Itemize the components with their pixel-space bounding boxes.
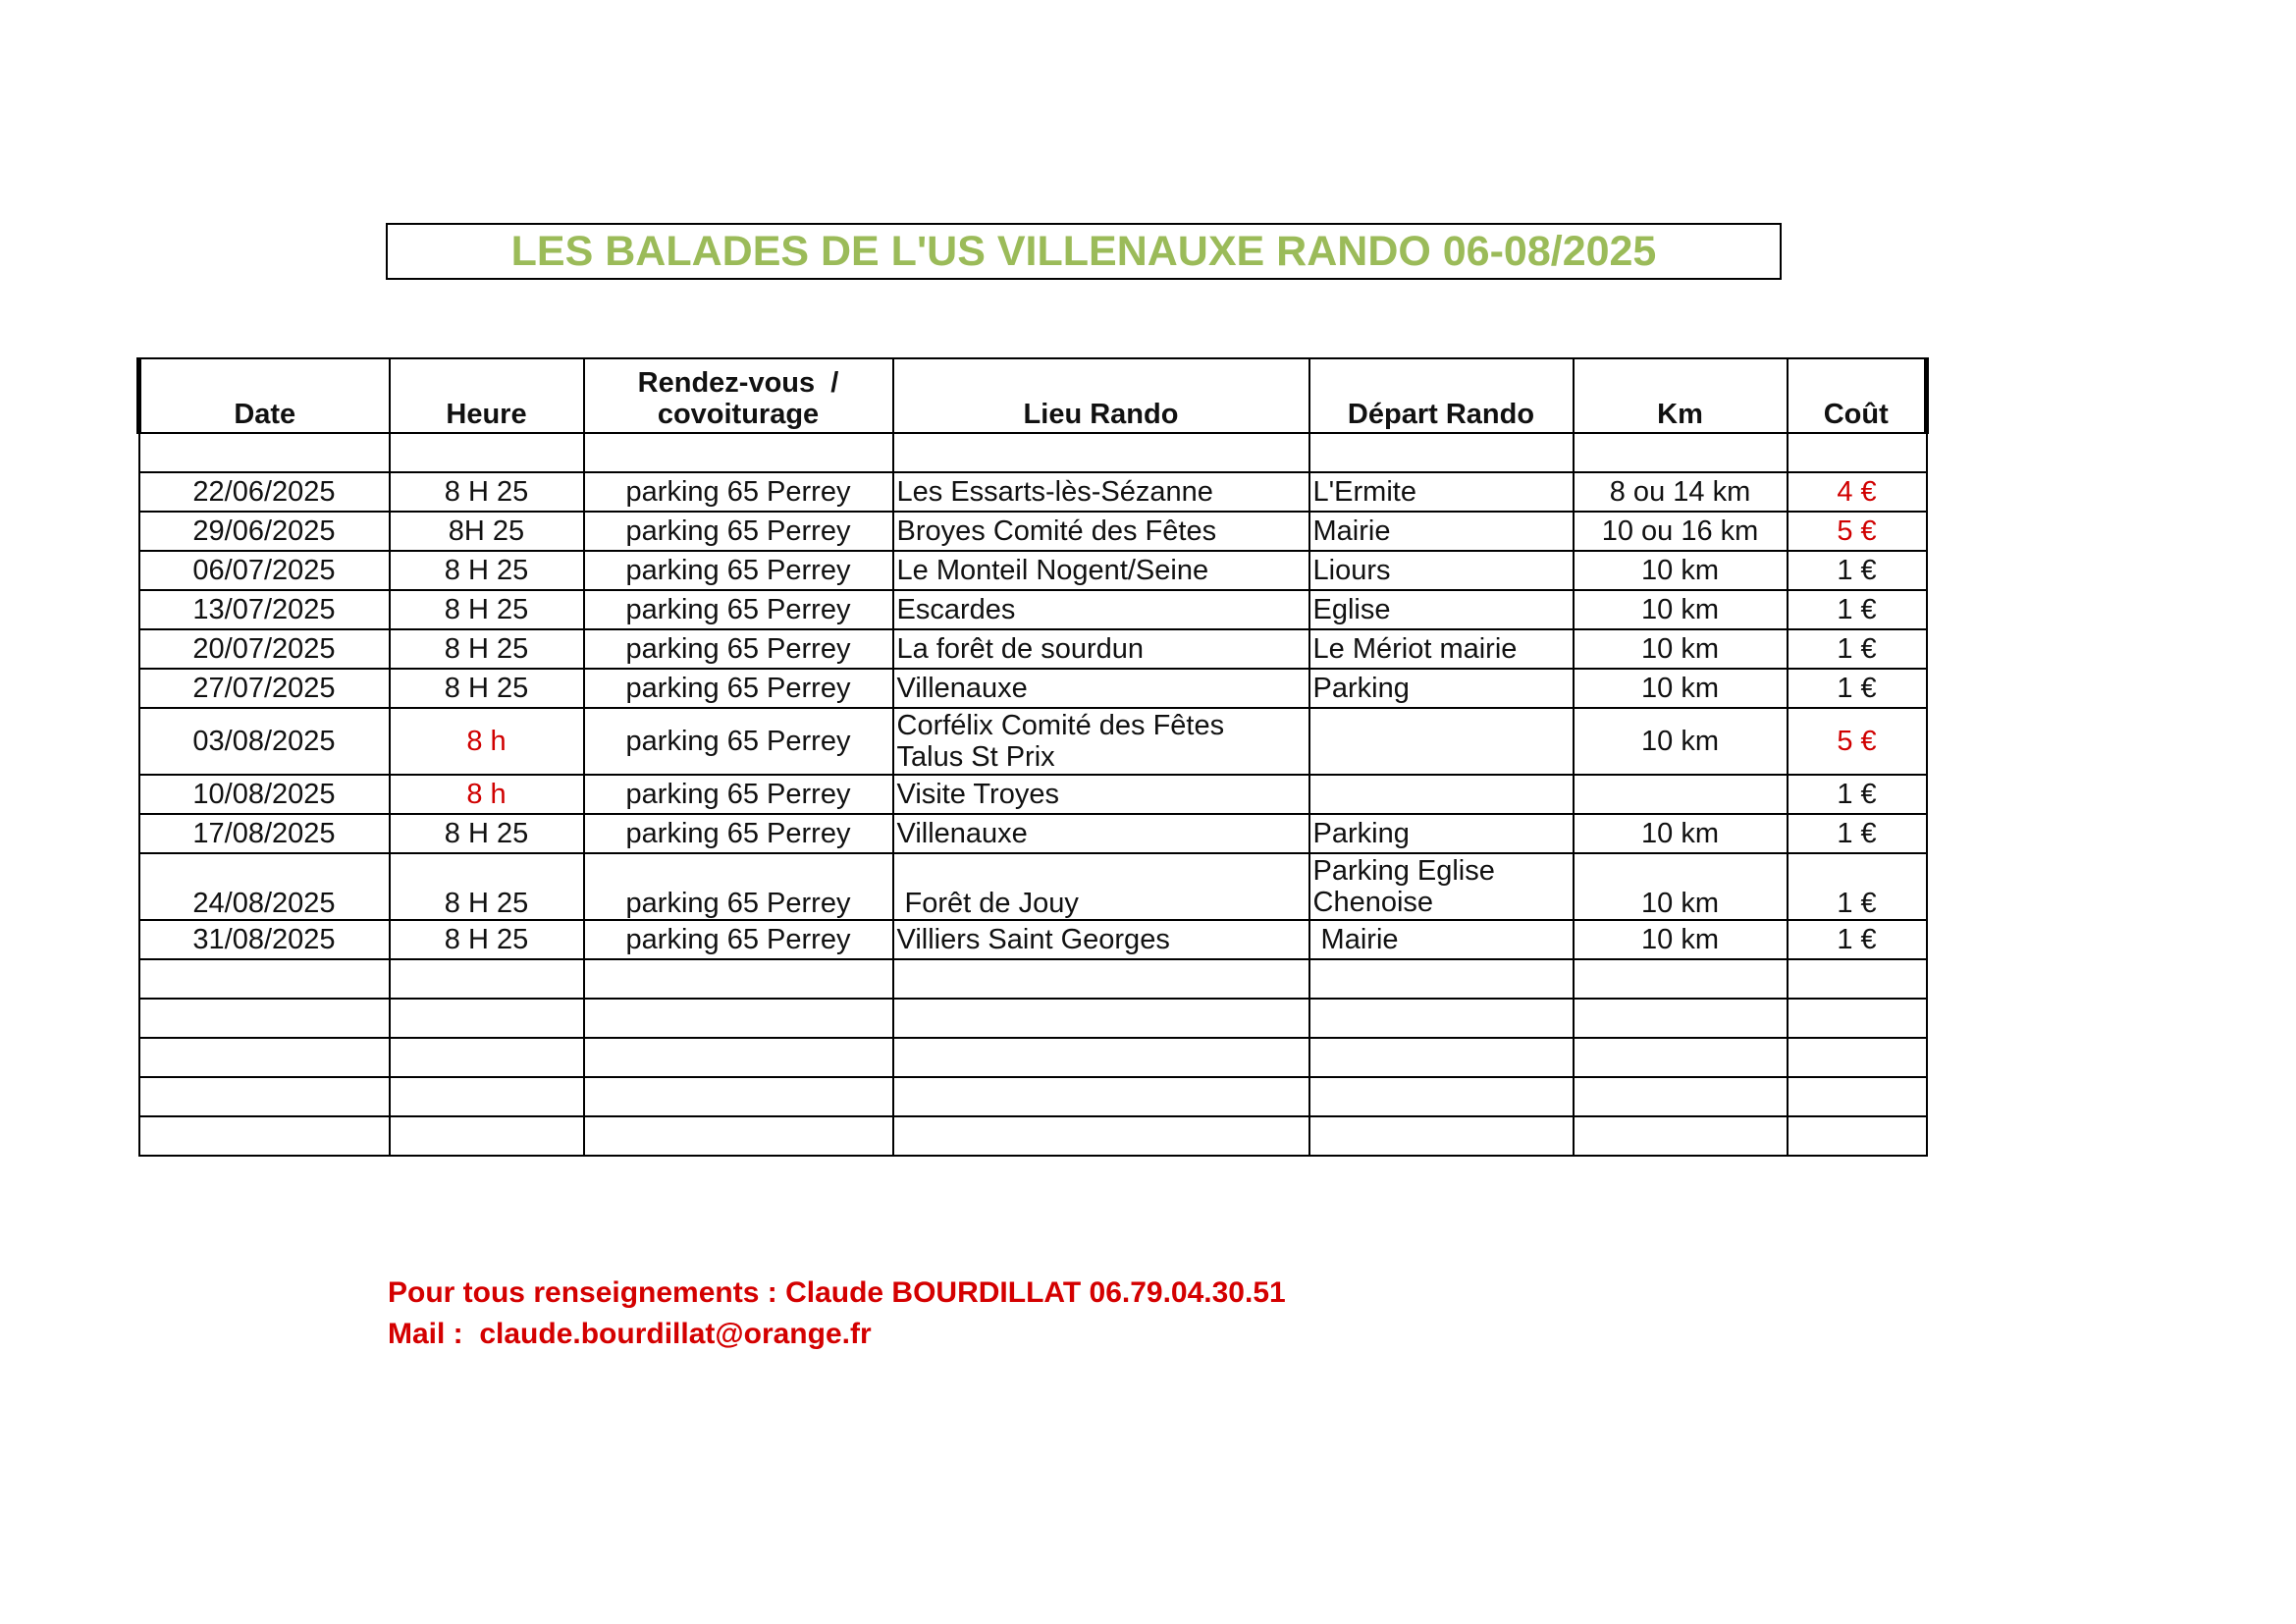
- cell-depart: [1309, 775, 1574, 814]
- header-km: Km: [1574, 358, 1788, 433]
- empty-cell: [390, 999, 584, 1038]
- table-row: [139, 590, 1927, 629]
- cell-km: 10 km: [1574, 590, 1788, 629]
- cell-depart-line2: Chenoise: [1312, 887, 1434, 918]
- empty-cell: [1788, 433, 1927, 472]
- header-heure: Heure: [390, 358, 584, 433]
- cell-date: 20/07/2025: [139, 629, 390, 669]
- empty-cell: [1574, 1077, 1788, 1116]
- cell-cout: 1 €: [1788, 814, 1927, 853]
- empty-row: [139, 1116, 1927, 1156]
- empty-cell: [893, 1077, 1309, 1116]
- table-row: [139, 629, 1927, 669]
- empty-cell: [139, 1038, 390, 1077]
- cell-rdv: parking 65 Perrey: [584, 472, 893, 512]
- cell-cout: 1 €: [1788, 629, 1927, 669]
- contact-phone: Pour tous renseignements : Claude BOURDILLAT 06.79.04.30.51: [388, 1276, 1286, 1309]
- empty-cell: [139, 433, 390, 472]
- empty-row: [139, 1077, 1927, 1116]
- header-rendez-vous: [584, 358, 893, 433]
- cell-date: 06/07/2025: [139, 551, 390, 590]
- empty-cell: [893, 959, 1309, 999]
- cell-lieu: La forêt de sourdun: [893, 629, 1309, 669]
- cell-cout: 1 €: [1788, 590, 1927, 629]
- empty-row: [139, 1038, 1927, 1077]
- table-row: [139, 920, 1927, 959]
- cell-km: [1574, 775, 1788, 814]
- cell-rdv: parking 65 Perrey: [584, 551, 893, 590]
- cell-depart: Liours: [1309, 551, 1574, 590]
- cell-date: 29/06/2025: [139, 512, 390, 551]
- cell-km: 10 km: [1574, 853, 1788, 920]
- empty-cell: [1309, 433, 1574, 472]
- cell-date: 03/08/2025: [139, 708, 390, 775]
- cell-depart-line1: Parking Eglise: [1312, 855, 1495, 887]
- empty-cell: [1788, 1038, 1927, 1077]
- cell-lieu: Le Monteil Nogent/Seine: [893, 551, 1309, 590]
- empty-cell: [390, 1077, 584, 1116]
- empty-cell: [1309, 1077, 1574, 1116]
- table-row: [139, 814, 1927, 853]
- cell-cout: 5 €: [1788, 708, 1927, 775]
- cell-lieu: [893, 708, 1309, 775]
- cell-heure: 8 h: [390, 708, 584, 775]
- cell-heure: 8 H 25: [390, 590, 584, 629]
- empty-cell: [1309, 999, 1574, 1038]
- empty-cell: [1574, 1116, 1788, 1156]
- empty-cell: [1574, 999, 1788, 1038]
- empty-cell: [893, 999, 1309, 1038]
- empty-cell: [893, 1116, 1309, 1156]
- cell-lieu: Villenauxe: [893, 669, 1309, 708]
- cell-depart: Mairie: [1309, 920, 1574, 959]
- empty-cell: [1309, 1116, 1574, 1156]
- cell-depart: L'Ermite: [1309, 472, 1574, 512]
- empty-cell: [584, 1116, 893, 1156]
- cell-lieu-line1: Corfélix Comité des Fêtes: [896, 710, 1225, 741]
- cell-depart: Eglise: [1309, 590, 1574, 629]
- cell-heure: 8 H 25: [390, 814, 584, 853]
- cell-lieu: Forêt de Jouy: [893, 853, 1309, 920]
- empty-cell: [390, 1116, 584, 1156]
- cell-rdv: parking 65 Perrey: [584, 853, 893, 920]
- table-row: [139, 853, 1927, 920]
- cell-heure: 8 H 25: [390, 472, 584, 512]
- empty-cell: [584, 433, 893, 472]
- empty-cell: [584, 1038, 893, 1077]
- cell-heure: 8 H 25: [390, 551, 584, 590]
- header-row: [139, 358, 1927, 433]
- contact-mail: Mail : claude.bourdillat@orange.fr: [388, 1318, 872, 1350]
- cell-date: 10/08/2025: [139, 775, 390, 814]
- empty-cell: [1309, 959, 1574, 999]
- table-row: [139, 512, 1927, 551]
- cell-heure: 8 H 25: [390, 669, 584, 708]
- cell-lieu: Visite Troyes: [893, 775, 1309, 814]
- cell-cout: 4 €: [1788, 472, 1927, 512]
- empty-cell: [584, 999, 893, 1038]
- table-row: [139, 551, 1927, 590]
- empty-cell: [139, 959, 390, 999]
- header-rdv-line2: covoiturage: [657, 399, 820, 430]
- cell-cout: 1 €: [1788, 551, 1927, 590]
- cell-lieu: Villiers Saint Georges: [893, 920, 1309, 959]
- cell-km: 8 ou 14 km: [1574, 472, 1788, 512]
- empty-cell: [139, 1116, 390, 1156]
- cell-lieu: Villenauxe: [893, 814, 1309, 853]
- empty-cell: [893, 433, 1309, 472]
- cell-date: 22/06/2025: [139, 472, 390, 512]
- empty-cell: [584, 959, 893, 999]
- empty-cell: [390, 1038, 584, 1077]
- cell-km: 10 km: [1574, 708, 1788, 775]
- empty-cell: [390, 959, 584, 999]
- cell-depart: Parking: [1309, 669, 1574, 708]
- cell-date: 31/08/2025: [139, 920, 390, 959]
- empty-cell: [1788, 959, 1927, 999]
- cell-rdv: parking 65 Perrey: [584, 669, 893, 708]
- cell-lieu: Les Essarts-lès-Sézanne: [893, 472, 1309, 512]
- cell-km: 10 km: [1574, 920, 1788, 959]
- cell-cout: 1 €: [1788, 775, 1927, 814]
- cell-km: 10 km: [1574, 629, 1788, 669]
- header-rdv-line1: Rendez-vous /: [637, 367, 839, 399]
- cell-rdv: parking 65 Perrey: [584, 775, 893, 814]
- table-row: [139, 775, 1927, 814]
- cell-km: 10 km: [1574, 669, 1788, 708]
- empty-cell: [584, 1077, 893, 1116]
- empty-cell: [139, 1077, 390, 1116]
- cell-rdv: parking 65 Perrey: [584, 814, 893, 853]
- table-row: [139, 669, 1927, 708]
- header-date: Date: [139, 358, 390, 433]
- empty-row: [139, 959, 1927, 999]
- empty-cell: [1574, 959, 1788, 999]
- cell-date: 17/08/2025: [139, 814, 390, 853]
- cell-depart: [1309, 708, 1574, 775]
- empty-cell: [1788, 1116, 1927, 1156]
- empty-cell: [1574, 433, 1788, 472]
- empty-row: [139, 999, 1927, 1038]
- cell-cout: 5 €: [1788, 512, 1927, 551]
- cell-depart: Parking: [1309, 814, 1574, 853]
- empty-cell: [1788, 1077, 1927, 1116]
- header-lieu: Lieu Rando: [893, 358, 1309, 433]
- spacer-row: [139, 433, 1927, 472]
- header-depart: Départ Rando: [1309, 358, 1574, 433]
- header-cout: Coût: [1788, 358, 1927, 433]
- cell-date: 24/08/2025: [139, 853, 390, 920]
- cell-date: 27/07/2025: [139, 669, 390, 708]
- cell-rdv: parking 65 Perrey: [584, 920, 893, 959]
- cell-heure: 8 H 25: [390, 853, 584, 920]
- cell-depart: Mairie: [1309, 512, 1574, 551]
- empty-cell: [1788, 999, 1927, 1038]
- empty-cell: [1574, 1038, 1788, 1077]
- table-row: [139, 708, 1927, 775]
- cell-rdv: parking 65 Perrey: [584, 629, 893, 669]
- cell-km: 10 km: [1574, 551, 1788, 590]
- empty-cell: [1309, 1038, 1574, 1077]
- cell-heure: 8H 25: [390, 512, 584, 551]
- cell-heure: 8 H 25: [390, 920, 584, 959]
- cell-depart: Le Mériot mairie: [1309, 629, 1574, 669]
- contact-info: [388, 1272, 1286, 1355]
- cell-heure: 8 h: [390, 775, 584, 814]
- empty-cell: [390, 433, 584, 472]
- cell-lieu: Broyes Comité des Fêtes: [893, 512, 1309, 551]
- page-title: LES BALADES DE L'US VILLENAUXE RANDO 06-08/2025: [510, 227, 1657, 275]
- cell-lieu: Escardes: [893, 590, 1309, 629]
- cell-cout: 1 €: [1788, 853, 1927, 920]
- cell-date: 13/07/2025: [139, 590, 390, 629]
- cell-km: 10 ou 16 km: [1574, 512, 1788, 551]
- schedule-table: [136, 357, 1929, 1157]
- cell-heure: 8 H 25: [390, 629, 584, 669]
- cell-lieu-line2: Talus St Prix: [896, 741, 1055, 773]
- cell-cout: 1 €: [1788, 920, 1927, 959]
- cell-km: 10 km: [1574, 814, 1788, 853]
- cell-cout: 1 €: [1788, 669, 1927, 708]
- cell-rdv: parking 65 Perrey: [584, 708, 893, 775]
- empty-cell: [139, 999, 390, 1038]
- cell-rdv: parking 65 Perrey: [584, 590, 893, 629]
- title-box: [386, 223, 1782, 280]
- empty-cell: [893, 1038, 1309, 1077]
- cell-rdv: parking 65 Perrey: [584, 512, 893, 551]
- cell-depart: [1309, 853, 1574, 920]
- table-row: [139, 472, 1927, 512]
